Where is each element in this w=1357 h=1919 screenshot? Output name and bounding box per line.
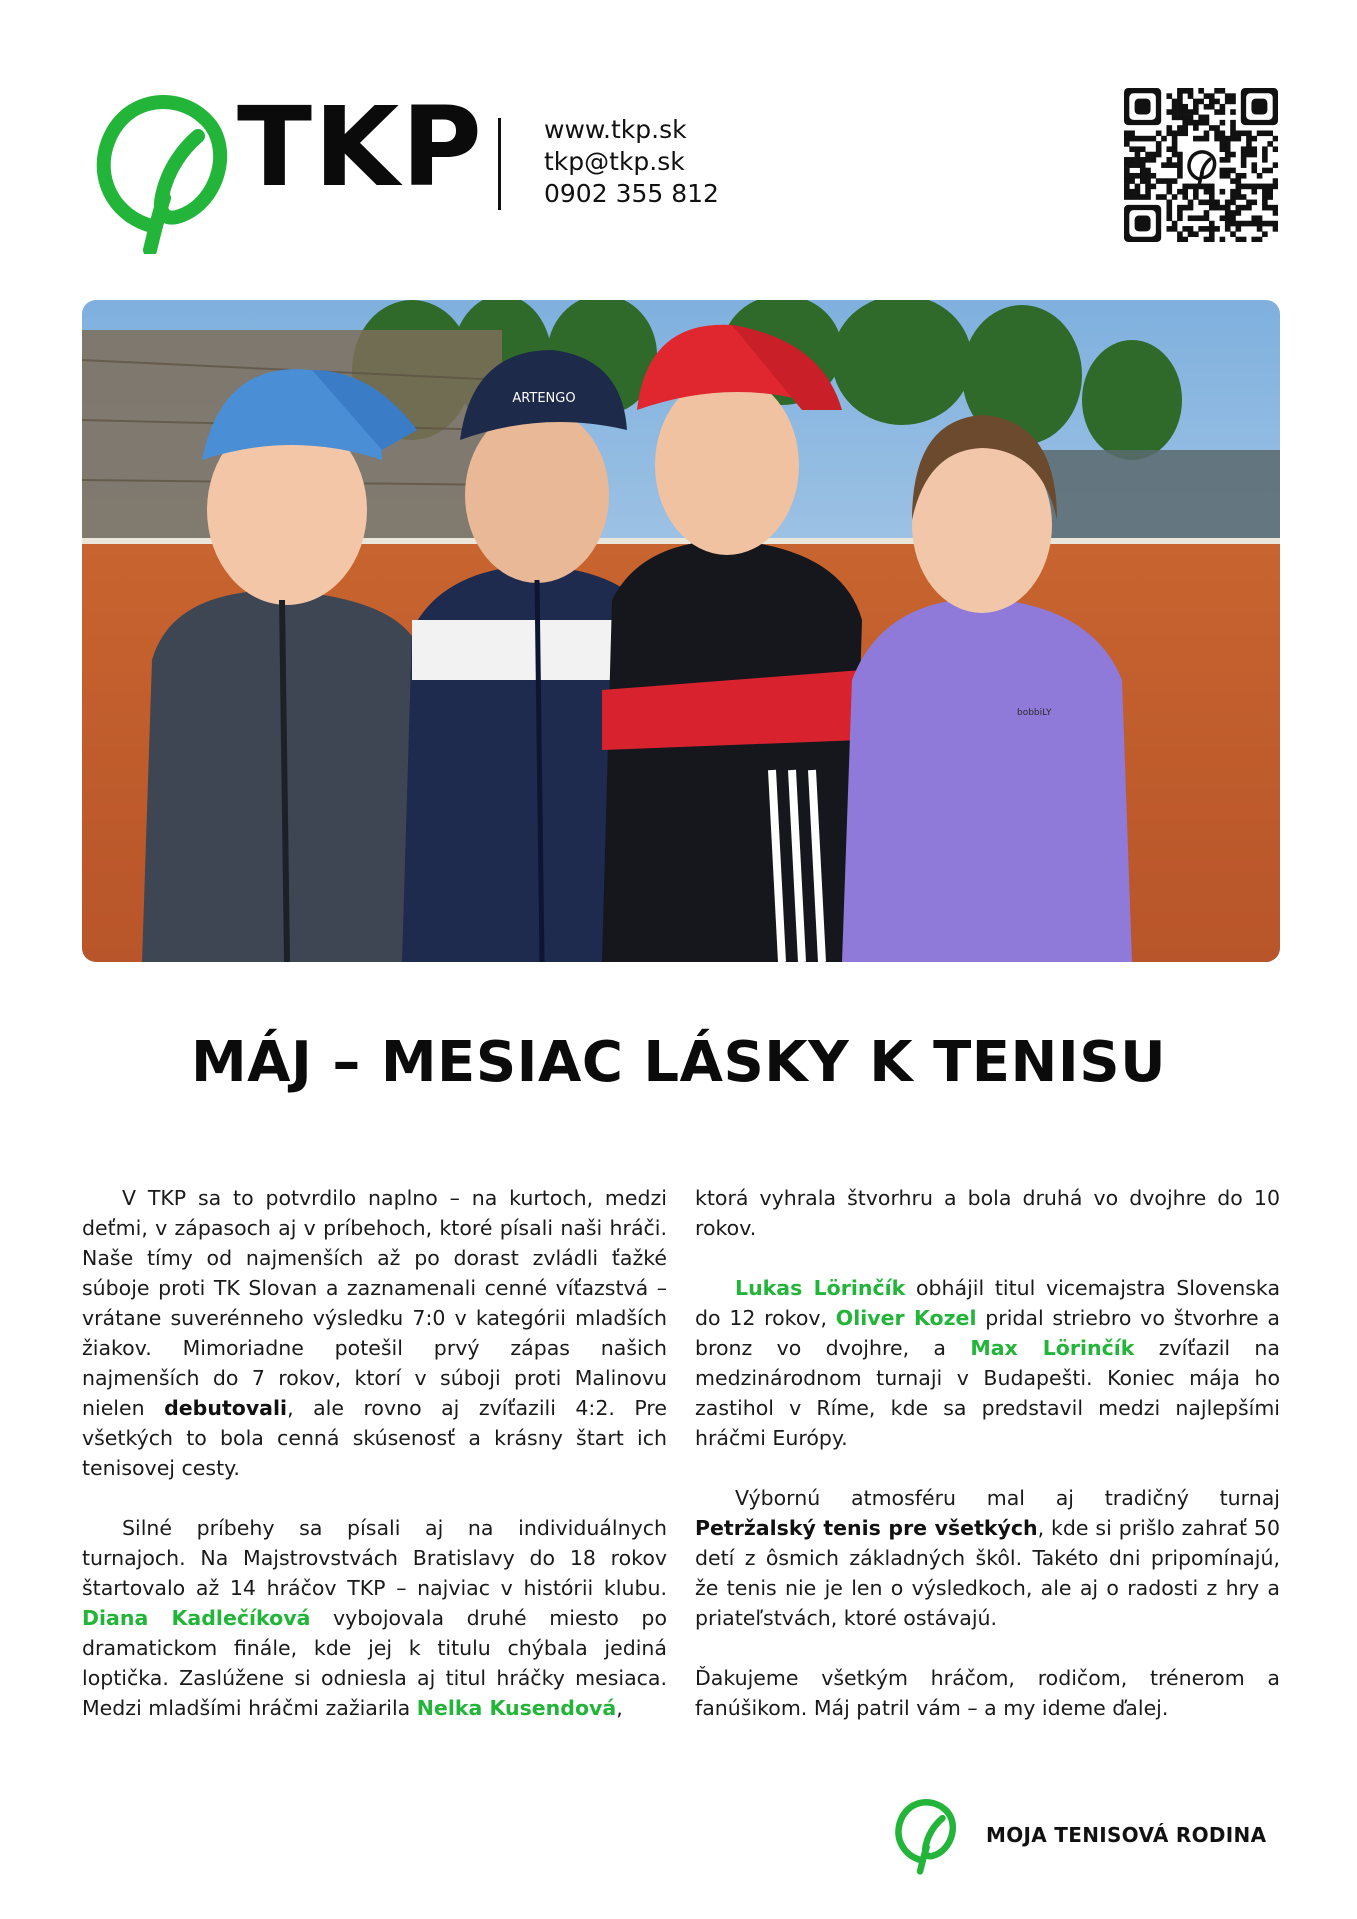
text-segment: , kde si prišlo zahrať 50 detí z ôsmich základných škôl. Takéto dni pripomínajú, že tenis nie je len o výsledkoch, ale aj o radosti z hry a priateľstvách, ktoré ostávajú. xyxy=(695,1516,1280,1630)
text-segment: Výbornú atmosféru mal aj tradičný turnaj xyxy=(735,1486,1280,1510)
paragraph-tournament xyxy=(695,1483,1280,1633)
phone-number[interactable]: 0902 355 812 xyxy=(544,179,719,208)
hero-photo xyxy=(82,300,1280,962)
kids-photo-illustration xyxy=(82,300,1280,962)
player-name-diana: Diana Kadlečíková xyxy=(82,1606,311,1630)
article-right-column xyxy=(695,1183,1280,1753)
event-name: Petržalský tenis pre všetkých xyxy=(695,1516,1038,1540)
text-segment: vybojovala druhé miesto po dramatickom finále, kde jej k titulu chýbala jediná loptička. Zaslúžene si odniesla aj titul hráčky mesiaca. Medzi mladšími hráčmi zažiarila xyxy=(82,1606,667,1720)
player-name-nelka: Nelka Kusendová xyxy=(416,1696,617,1720)
email-link[interactable]: tkp@tkp.sk xyxy=(544,147,685,176)
highlight-debut: debutovali xyxy=(164,1396,288,1420)
header-divider xyxy=(498,118,501,210)
text-segment: V TKP sa to potvrdilo naplno – na kurtoch, medzi deťmi, v zápasoch aj v príbehoch, ktoré písali naši hráči. Naše tímy od najmenších až po dorast zvládli ťažké súboje proti TK Slovan a zaznamenali cenné víťazstvá – vrátane suverénneho výsledku 7:0 v kategórii mladších žiakov. Mimoriadne potešil prvý zápas našich najmenších do 7 rokov, ktorí v súboji proti Malinovu nielen xyxy=(82,1186,667,1420)
paragraph-teams xyxy=(82,1183,667,1483)
text-segment: zvíťazil na medzinárodnom turnaji v Budapešti. Koniec mája ho zastihol v Ríme, kde sa predstavil medzi najlepšími hráčmi Európy. xyxy=(695,1336,1280,1450)
shirt-brand-text: bobbiLY xyxy=(1017,708,1052,718)
text-segment: , xyxy=(616,1696,623,1720)
footer-slogan: MOJA TENISOVÁ RODINA xyxy=(986,1823,1267,1847)
logo-wordmark: TKP xyxy=(237,83,484,211)
contact-block xyxy=(544,114,719,210)
article-left-column xyxy=(82,1183,667,1753)
player-name-max: Max Lörinčík xyxy=(970,1336,1135,1360)
tkp-logo-icon xyxy=(92,86,242,254)
paragraph-achievements xyxy=(695,1273,1280,1453)
text-segment: Silné príbehy sa písali aj na individuálnych turnajoch. Na Majstrovstvách Bratislavy do 18 rokov štartovalo až 14 hráčov TKP – najviac v histórii klubu. xyxy=(82,1516,667,1600)
paragraph-individual xyxy=(82,1513,667,1723)
page-header xyxy=(0,0,1357,270)
text-segment: , ale rovno aj zvíťazili 4:2. Pre všetkých to bola cenná skúsenosť a krásny štart ich tenisovej cesty. xyxy=(82,1396,667,1480)
footer-logo-icon xyxy=(893,1792,963,1876)
article-headline: MÁJ – MESIAC LÁSKY K TENISU xyxy=(190,1030,1167,1095)
cap-brand-text: ARTENGO xyxy=(512,391,576,406)
player-name-oliver: Oliver Kozel xyxy=(835,1306,977,1330)
paragraph-thanks: Ďakujeme všetkým hráčom, rodičom, trénerom a fanúšikom. Máj patril vám – a my ideme ďalej. xyxy=(695,1666,1280,1720)
text-segment: pridal striebro vo štvorhre a bronz vo dvojhre, a xyxy=(695,1306,1280,1360)
player-name-lukas: Lukas Lörinčík xyxy=(735,1276,906,1300)
qr-code-icon[interactable] xyxy=(1124,88,1278,242)
website-link[interactable]: www.tkp.sk xyxy=(544,115,687,144)
paragraph-continuation: ktorá vyhrala štvorhru a bola druhá vo dvojhre do 10 rokov. xyxy=(695,1186,1280,1240)
text-segment: obhájil titul vicemajstra Slovenska do 12 rokov, xyxy=(695,1276,1281,1330)
